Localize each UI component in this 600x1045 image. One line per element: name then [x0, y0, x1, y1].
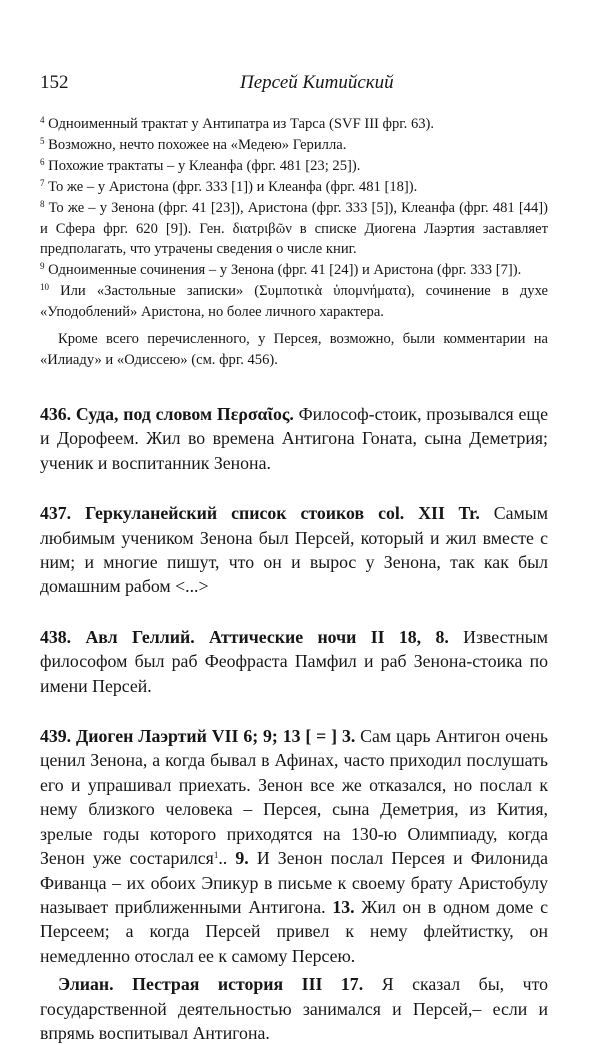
footnote-text: То же – у Зенона (фрг. 41 [23]), Аристона (фрг. 333 [5]), Клеанфа (фрг. 481 [44]) и Сфера фрг. 620 [9]). Ген. διατριβῶν в списке Диогена Лаэртия заставляет предполагать, что утрачены сведения о числе книг. — [40, 199, 548, 258]
footnote-mark: 4 — [40, 115, 45, 125]
footnote — [40, 260, 548, 281]
entry-heading: 439. Диоген Лаэртий VII 6; 9; 13 [ = ] 3. — [40, 726, 356, 747]
entry-438 — [40, 625, 548, 698]
footnote-mark: 8 — [40, 198, 45, 209]
entry-heading: 437. Геркуланейский список стоиков col. XII Tr. — [40, 503, 480, 524]
section-mark: 13. — [332, 896, 355, 917]
entry-heading: 436. Суда, под словом Περσαῖος. — [40, 404, 294, 424]
footnote-text: Возможно, нечто похожее на «Медею» Герилла. — [48, 136, 347, 153]
entry-heading: Элиан. Пестрая история III 17. — [58, 974, 364, 995]
footnote — [40, 177, 548, 198]
entry-text: Самым любимым учеником Зенона был Персей, который и жил вместе с ним; и многие пишут, что он и вырос у Зенона, так как был домашним рабом <...> — [40, 503, 548, 597]
footnote-mark: 5 — [40, 135, 45, 146]
footnote — [40, 135, 548, 156]
footnote — [40, 198, 548, 261]
footnote-text: То же – у Аристона (фрг. 333 [1]) и Клеанфа (фрг. 481 [18]). — [48, 178, 418, 195]
entry-text: И Зенон послал Персея и Филонида Фиванца – их обоих Эпикур в письме к своему брату Аристобулу называет приближенными Антигона. — [40, 848, 549, 917]
footnote-extra: Кроме всего перечисленного, у Персея, возможно, были комментарии на «Илиаду» и «Одиссею» (см. фрг. 456). — [40, 331, 548, 368]
footnotes — [40, 114, 548, 371]
running-title: Персей Китийский — [240, 72, 394, 93]
entry-text: Философ-стоик, прозывался еще и Дорофеем. Жил во времена Антигона Гоната, сына Деметрия; ученик и воспитанник Зенона. — [40, 404, 549, 473]
footnote-ref: 1 — [213, 850, 219, 861]
entry-text: Сам царь Антигон очень ценил Зенона, а когда бывал в Афинах, часто приходил послушать его и упрашивал приехать. Зенон все же отказался, но послал к нему близкого человека – Персея, сына Деметрия, из Кития, зрелые годы которого приходятся на 130-ю Олимпиаду, когда Зенон уже состарился — [40, 726, 548, 869]
entry-436 — [40, 402, 548, 475]
footnote-text: Похожие трактаты – у Клеанфа (фрг. 481 [23; 25]). — [48, 157, 361, 174]
footnote-text: Одноименный трактат у Антипатра из Тарса (SVF III фрг. 63). — [48, 116, 435, 132]
entry-text: Я сказал бы, что государственной деятельностью занимался и Персей,– если и впрямь воспитывал Антигона. — [40, 974, 549, 1043]
footnote-text: Или «Застольные записки» (Συμποτικὰ ὑπομνήματα), сочинение в духе «Уподоблений» Аристона, но более личного характера. — [40, 283, 548, 321]
footnote — [40, 114, 548, 135]
entry-text: Известным философом был раб Феофраста Памфил и раб Зенона-стоика по имени Персей. — [40, 626, 548, 696]
entry-text: Жил он в одном доме с Персеем; а когда Персей привел к нему флейтистку, он немедленно отослал ее к самому Персею. — [40, 896, 548, 966]
footnote-mark: 9 — [40, 261, 45, 272]
entry-437 — [40, 501, 548, 599]
entry-439: 439. Диоген Лаэртий VII 6; 9; 13 [ = ] 3. Сам царь Антигон очень ценил Зенона, а когда бывал в Афинах, часто приходил послушать его и упрашивал приехать. Зенон все же отказался, но послал к нему близкого человека – Персея, сына Деметрия, из Кития, зрелые годы которого приходятся на 130-ю Олимпиаду, когда Зенон уже состарился$^1$.. 9. И Зенон послал Персея и Филонида Фиванца – их обоих Эпикур в письме к своему брату Аристобулу называет приближенными Антигона. 13. Жил он в одном доме с Персеем; а когда Персей привел к нему флейтистку, он немедленно отослал ее к самому Персею. — [40, 726, 549, 966]
fragment-entries — [40, 402, 548, 1045]
section-mark: 9. — [235, 848, 249, 869]
footnote-mark: 7 — [40, 177, 45, 188]
footnote-mark: 10 — [40, 282, 49, 293]
footnote — [40, 156, 548, 177]
footnote-mark: 6 — [40, 156, 45, 167]
page-number: 152 — [40, 72, 69, 93]
footnote — [40, 281, 548, 323]
entry-heading: 438. Авл Геллий. Аттические ночи II 18, 8. — [40, 626, 449, 647]
footnote-text: Одноименные сочинения – у Зенона (фрг. 41 [24]) и Аристона (фрг. 333 [7]). — [48, 262, 522, 279]
entry-aelian — [40, 972, 548, 1045]
